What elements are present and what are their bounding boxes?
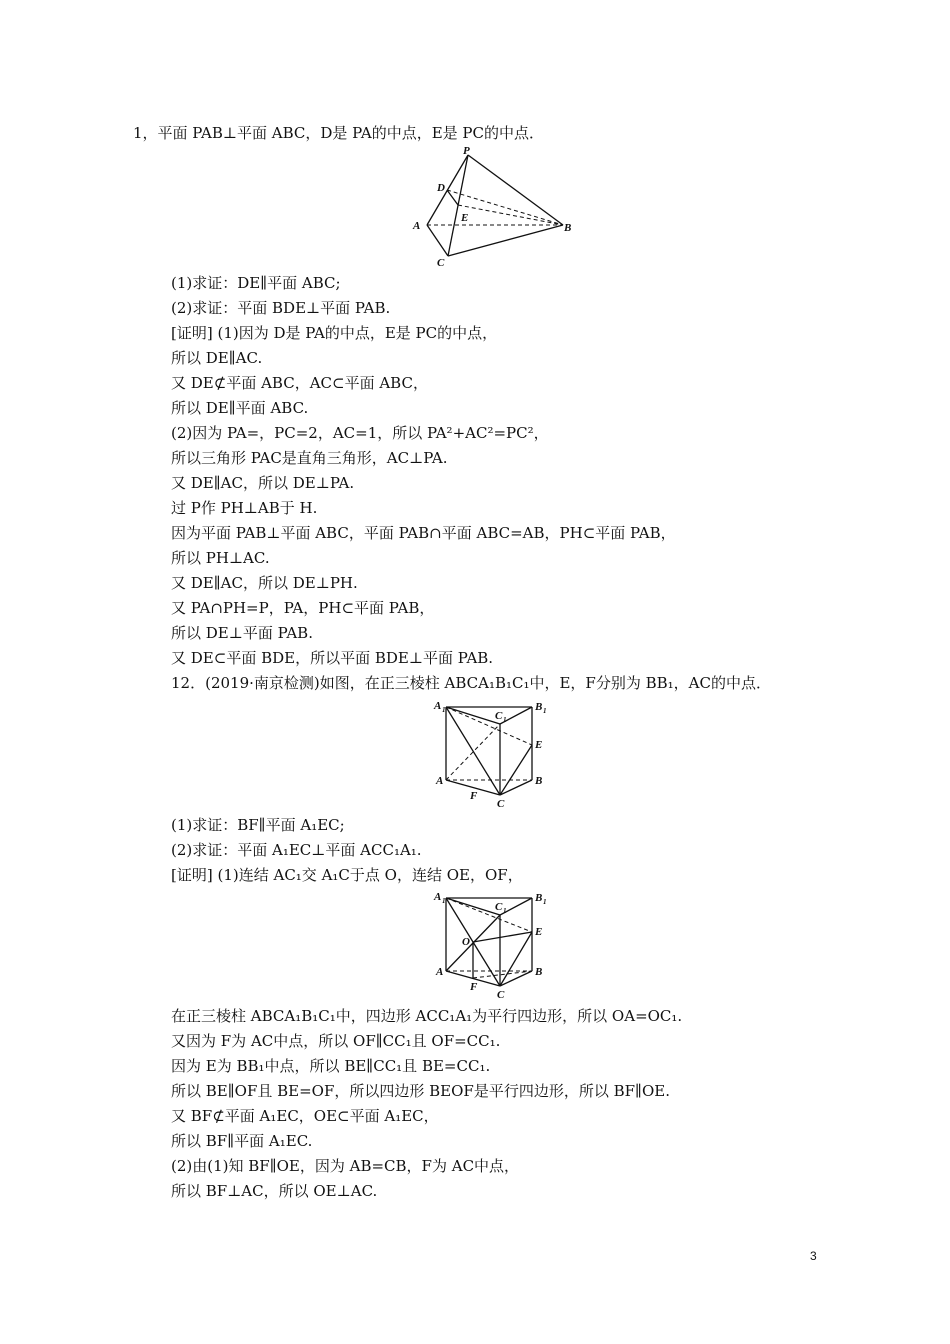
label-o: O (462, 936, 470, 948)
p11-line-4: 所以 DE∥AC. (171, 349, 263, 367)
svg-text:1: 1 (442, 706, 446, 714)
label-e: E (535, 739, 543, 751)
label-e: E (461, 212, 469, 224)
p11-line-11: 因为平面 PAB⊥平面 ABC，平面 PAB∩平面 ABC=AB，PH⊂平面 PAB， (171, 524, 676, 542)
p11-line-15: 所以 DE⊥平面 PAB. (171, 624, 313, 642)
svg-text:1: 1 (543, 707, 547, 715)
label-b1: B (535, 701, 543, 713)
p11-line-9: 又 DE∥AC，所以 DE⊥PA. (171, 474, 355, 492)
p12-line-6: 因为 E为 BB₁中点，所以 BE∥CC₁且 BE=CC₁. (171, 1057, 491, 1075)
label-a1: A (434, 700, 442, 712)
label-a: A (413, 220, 421, 232)
p11-line-3: [证明] (1)因为 D是 PA的中点，E是 PC的中点， (171, 324, 498, 342)
label-b1: B (535, 892, 543, 904)
p11-line-10: 过 P作 PH⊥AB于 H. (171, 499, 318, 517)
p11-line-2: (2)求证：平面 BDE⊥平面 PAB. (171, 299, 391, 317)
label-c: C (497, 798, 505, 809)
p12-line-8: 又 BF⊄平面 A₁EC，OE⊂平面 A₁EC， (171, 1107, 439, 1125)
label-b: B (564, 222, 572, 234)
label-a: A (436, 775, 444, 787)
p12-line-11: 所以 BF⊥AC，所以 OE⊥AC. (171, 1182, 378, 1200)
label-f: F (470, 981, 478, 993)
p12-line-5: 又因为 F为 AC中点，所以 OF∥CC₁且 OF=CC₁. (171, 1032, 501, 1050)
figure-prism (432, 697, 552, 809)
p11-line-5: 又 DE⊄平面 ABC，AC⊂平面 ABC， (171, 374, 428, 392)
label-a1: A (434, 891, 442, 903)
label-p: P (463, 145, 470, 157)
svg-text:1: 1 (442, 897, 446, 905)
label-c: C (437, 257, 445, 268)
label-e: E (535, 926, 543, 938)
p12-line-10: (2)由(1)知 BF∥OE，因为 AB=CB，F为 AC中点， (171, 1157, 520, 1175)
p11-line-16: 又 DE⊂平面 BDE，所以平面 BDE⊥平面 PAB. (171, 649, 494, 667)
label-c: C (497, 989, 505, 1000)
p12-line-7: 所以 BE∥OF且 BE=OF，所以四边形 BEOF是平行四边形，所以 BF∥OE. (171, 1082, 670, 1100)
p12-line-2: (2)求证：平面 A₁EC⊥平面 ACC₁A₁. (171, 841, 422, 859)
p11-line-1: (1)求证：DE∥平面 ABC; (171, 274, 341, 292)
p11-line-6: 所以 DE∥平面 ABC. (171, 399, 309, 417)
problem-12-stem: 12．(2019·南京检测)如图，在正三棱柱 ABCA₁B₁C₁中，E，F分别为 BB₁，AC的中点． (171, 674, 771, 692)
svg-text:1: 1 (543, 898, 547, 906)
p12-line-4: 在正三棱柱 ABCA₁B₁C₁中，四边形 ACC₁A₁为平行四边形，所以 OA=OC₁. (171, 1007, 683, 1025)
problem-11-stem: 1，平面 PAB⊥平面 ABC，D是 PA的中点，E是 PC的中点． (133, 124, 545, 142)
svg-text:1: 1 (503, 716, 507, 724)
label-f: F (470, 790, 478, 802)
page-number: 3 (810, 1249, 817, 1263)
label-d: D (437, 182, 445, 194)
p11-line-14: 又 PA∩PH=P，PA，PH⊂平面 PAB， (171, 599, 435, 617)
p11-line-7: (2)因为 PA=，PC=2，AC=1，所以 PA²+AC²=PC²， (171, 424, 549, 442)
label-c1: C (495, 710, 503, 722)
label-c1: C (495, 901, 503, 913)
figure-prism-with-o (432, 888, 552, 1000)
p11-line-12: 所以 PH⊥AC. (171, 549, 270, 567)
p11-line-8: 所以三角形 PAC是直角三角形，AC⊥PA. (171, 449, 448, 467)
svg-text:1: 1 (503, 907, 507, 915)
p12-line-1: (1)求证：BF∥平面 A₁EC; (171, 816, 345, 834)
p12-line-9: 所以 BF∥平面 A₁EC. (171, 1132, 313, 1150)
figure-pyramid-pabc (405, 143, 580, 268)
label-b: B (535, 775, 543, 787)
label-b: B (535, 966, 543, 978)
p11-line-13: 又 DE∥AC，所以 DE⊥PH. (171, 574, 358, 592)
label-a: A (436, 966, 444, 978)
p12-line-3: [证明] (1)连结 AC₁交 A₁C于点 O，连结 OE，OF， (171, 866, 523, 884)
